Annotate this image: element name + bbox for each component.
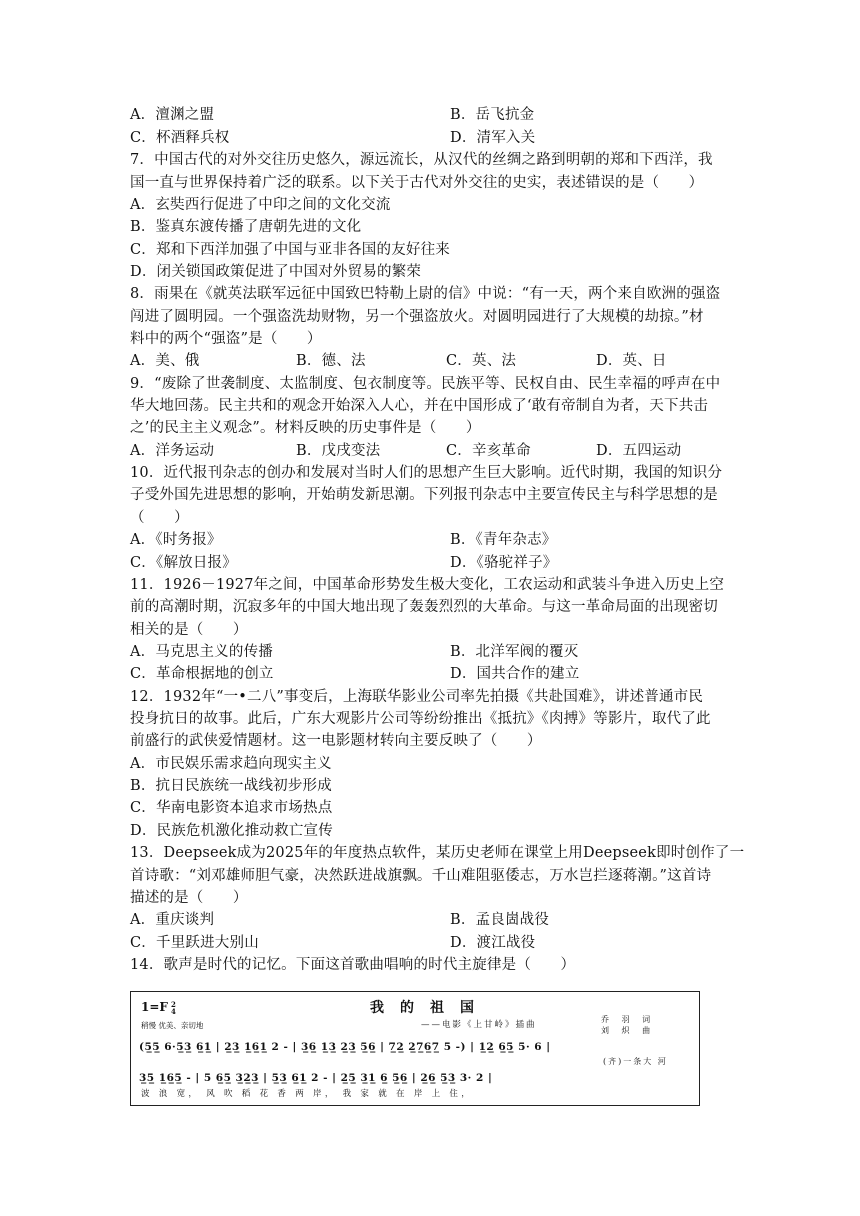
q6-option-c[interactable]: C．杯酒释兵权	[130, 130, 230, 146]
q10-option-a[interactable]: A．《时务报》	[130, 532, 222, 548]
q8-options	[130, 350, 667, 372]
q14-stem-line1: 14．歌声是时代的记忆。下面这首歌曲唱响的时代主旋律是（ ）	[130, 957, 576, 973]
q12-option-d[interactable]: D．民族危机激化推动救亡宣传	[130, 823, 333, 839]
q11-option-c[interactable]: C．革命根据地的创立	[130, 666, 274, 682]
q10-options-row2	[130, 552, 558, 574]
q12-option-c[interactable]: C．华南电影资本追求市场热点	[130, 800, 333, 816]
score-composer: 刘 炽 曲	[601, 1026, 656, 1035]
q9-option-a[interactable]: A．洋务运动	[130, 443, 215, 459]
score-notes-line1: (5̲5̲ 6·5̲3̲ 6̲1̲ | 2̲3̲ 1̲6̲1̲ 2 - | 3̲6̲ 1̲3̲ 2̲3̲ 5̲6̲ | 7̲2̲ 2̲7̲6̲7̲ 5 -) | 1̲2̲ 6̲5̲ 5· 6 |	[139, 1041, 551, 1053]
q9-stem-line3: 之’的民主主义观念”。材料反映的历史事件是（ ）	[130, 420, 481, 436]
q11-option-b[interactable]: B．北洋军阀的覆灭	[450, 644, 579, 660]
q7-option-d[interactable]: D．闭关锁国政策促进了中国对外贸易的繁荣	[130, 264, 422, 280]
q8-stem-line3: 料中的两个“强盗”是（ ）	[130, 331, 322, 347]
q13-options-row2	[130, 932, 536, 954]
q10-stem-line3: （ ）	[130, 510, 189, 526]
q11-stem-line3: 相关的是（ ）	[130, 622, 248, 638]
q10-stem-line2: 子受外国先进思想的影响，开始萌发新思潮。下列报刊杂志中主要宣传民主与科学思想的是	[130, 487, 718, 503]
q13-options-row1	[130, 909, 550, 931]
q6-option-a[interactable]: A．澶渊之盟	[130, 107, 215, 123]
q13-option-b[interactable]: B．孟良崮战役	[450, 912, 550, 928]
q11-option-d[interactable]: D．国共合作的建立	[450, 666, 580, 682]
q9-options	[130, 440, 682, 462]
q6-options-row2	[130, 127, 536, 149]
q12-stem-line2: 投身抗日的故事。此后，广东大观影片公司等纷纷推出《抵抗》《肉搏》等影片，取代了此	[130, 711, 711, 727]
score-notes-line2: 3̲5̲ 1̲6̲5̲ - | 5 6̲5̲ 3̲2̲3̲ | 5̲3̲ 6̲1̲ 2 - | 2̲5̲ 3̲1̲ 6̲ 5̲6̲ | 2̲6̲ 5̲3̲ 3· 2 |	[139, 1072, 493, 1084]
q11-stem-line1: 11．1926－1927年之间，中国革命形势发生极大变化，工农运动和武装斗争进入历史上空	[130, 577, 725, 593]
q8-stem-line2: 闯进了圆明园。一个强盗洗劫财物，另一个强盗放火。对圆明园进行了大规模的劫掠。”材	[130, 309, 704, 325]
score-key-signature: 1=F 2 4	[141, 999, 176, 1016]
q6-option-b[interactable]: B．岳飞抗金	[450, 107, 535, 123]
q11-options-row2	[130, 663, 580, 685]
q9-stem-line1: 9．“废除了世袭制度、太监制度、包衣制度等。民族平等、民权自由、民生幸福的呼声在中	[130, 376, 721, 392]
q13-stem-line1: 13．Deepseek成为2025年的年度热点软件，某历史老师在课堂上用Deepseek即时创作了一	[130, 845, 745, 861]
q13-option-c[interactable]: C．千里跃进大别山	[130, 935, 259, 951]
q6-options-row1	[130, 104, 535, 126]
q11-options-row1	[130, 641, 579, 663]
q10-option-c[interactable]: C．《解放日报》	[130, 555, 237, 571]
q11-option-a[interactable]: A．马克思主义的传播	[130, 644, 273, 660]
q10-option-d[interactable]: D．《骆驼祥子》	[450, 555, 558, 571]
q12-stem-line3: 前盛行的武侠爱情题材。这一电影题材转向主要反映了（ ）	[130, 733, 542, 749]
q9-stem-line2: 华大地回荡。民主共和的观念开始深入人心，并在中国形成了‘敢有帝制自为者，天下共击	[130, 398, 709, 414]
q12-option-a[interactable]: A．市民娱乐需求趋向现实主义	[130, 756, 332, 772]
sheet-music-figure	[130, 991, 700, 1106]
q8-option-a[interactable]: A．美、俄	[130, 353, 200, 369]
score-lyrics-line1: (齐)一条大 河	[603, 1057, 668, 1066]
q9-option-c[interactable]: C．辛亥革命	[446, 443, 531, 459]
score-lyricist: 乔 羽 词	[601, 1015, 656, 1024]
q13-option-a[interactable]: A．重庆谈判	[130, 912, 215, 928]
q13-option-d[interactable]: D．渡江战役	[450, 935, 536, 951]
q13-stem-line3: 描述的是（ ）	[130, 890, 248, 906]
score-subtitle: ——电影《上甘岭》插曲	[421, 1020, 537, 1030]
q8-option-c[interactable]: C．英、法	[446, 353, 517, 369]
score-meter: 2 4	[170, 999, 176, 1016]
q8-option-b[interactable]: B．德、法	[296, 353, 366, 369]
q12-option-b[interactable]: B．抗日民族统一战线初步形成	[130, 778, 332, 794]
q10-stem-line1: 10．近代报刊杂志的创办和发展对当时人们的思想产生巨大影响。近代时期，我国的知识分	[130, 465, 723, 481]
q7-option-a[interactable]: A．玄奘西行促进了中印之间的文化交流	[130, 197, 391, 213]
q11-stem-line2: 前的高潮时期，沉寂多年的中国大地出现了轰轰烈烈的大革命。与这一革命局面的出现密切	[130, 599, 718, 615]
q8-stem-line1: 8．雨果在《就英法联军远征中国致巴特勒上尉的信》中说：“有一天，两个来自欧洲的强盗	[130, 286, 721, 302]
q13-stem-line2: 首诗歌：“刘邓雄师胆气豪，决然跃进战旗飘。千山难阻驱倭志，万水岂拦逐蒋潮。”这首诗	[130, 868, 712, 884]
score-lyrics-line2: 波 浪 宽， 风 吹 稻 花 香 两 岸， 我 家 就 在 岸 上 住，	[141, 1089, 474, 1099]
score-title: 我的祖国	[370, 1000, 490, 1016]
q7-stem-line1: 7．中国古代的对外交往历史悠久，源远流长，从汉代的丝绸之路到明朝的郑和下西洋，我	[130, 152, 713, 168]
q7-option-c[interactable]: C．郑和下西洋加强了中国与亚非各国的友好往来	[130, 242, 450, 258]
q8-option-d[interactable]: D．英、日	[596, 353, 667, 369]
score-tempo: 稍慢 优美、亲切地	[141, 1021, 204, 1030]
q9-option-b[interactable]: B．戊戌变法	[296, 443, 381, 459]
q7-option-b[interactable]: B．鉴真东渡传播了唐朝先进的文化	[130, 219, 362, 235]
q9-option-d[interactable]: D．五四运动	[596, 443, 682, 459]
q6-option-d[interactable]: D．清军入关	[450, 130, 536, 146]
q12-stem-line1: 12．1932年“一•二八”事变后，上海联华影业公司率先拍摄《共赴国难》，讲述普通市民	[130, 689, 704, 705]
q10-options-row1	[130, 529, 557, 551]
q7-stem-line2: 国一直与世界保持着广泛的联系。以下关于古代对外交往的史实，表述错误的是（ ）	[130, 175, 704, 191]
q10-option-b[interactable]: B．《青年杂志》	[450, 532, 557, 548]
